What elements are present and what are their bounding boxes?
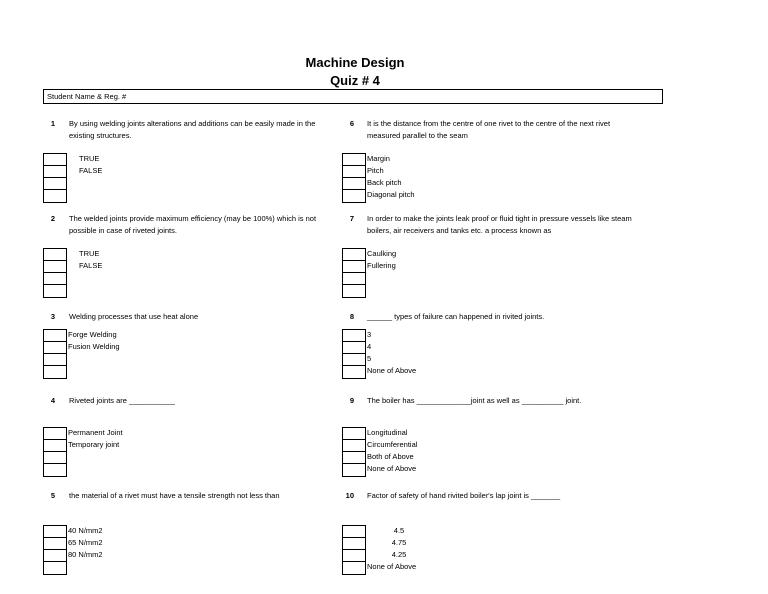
answer-checkbox[interactable] <box>44 354 66 366</box>
answer-grid <box>43 329 67 379</box>
answer-grid <box>43 153 67 203</box>
question-number: 6 <box>349 119 354 128</box>
answer-checkbox[interactable] <box>44 166 66 178</box>
option-label: Caulking <box>367 248 397 258</box>
option-label: Longitudinal <box>367 427 408 437</box>
question-text: In order to make the joints leak proof or fluid tight in pressure vessels like steam boilers, air receivers and tanks etc. a process known as <box>367 214 632 235</box>
answer-checkbox[interactable] <box>44 342 66 354</box>
student-name-field[interactable]: Student Name & Reg. # <box>43 89 663 104</box>
answer-checkbox[interactable] <box>44 562 66 574</box>
answer-checkbox[interactable] <box>343 562 365 574</box>
question-number: 4 <box>50 396 55 405</box>
question-text: By using welding joints alterations and additions can be easily made in the existing structures. <box>69 119 316 140</box>
option-label: 5 <box>367 354 372 364</box>
option-label: Pitch <box>367 165 384 175</box>
question-number: 10 <box>345 491 354 500</box>
option-label: Fullering <box>367 260 396 270</box>
question-text: Riveted joints are ___________ <box>69 396 175 405</box>
option-label: 3 <box>367 329 372 339</box>
answer-checkbox[interactable] <box>343 526 365 538</box>
option-label: Permanent Joint <box>68 427 123 437</box>
answer-checkbox[interactable] <box>343 166 365 178</box>
option-label: Diagonal pitch <box>367 190 415 200</box>
option-list <box>79 153 102 178</box>
option-label: 4.75 <box>391 537 407 547</box>
question-text: the material of a rivet must have a tensile strength not less than <box>69 491 280 500</box>
answer-grid <box>342 153 366 203</box>
option-list <box>367 329 416 378</box>
option-list <box>79 248 102 273</box>
option-label: 40 N/mm2 <box>68 525 103 535</box>
answer-grid <box>342 525 366 575</box>
answer-grid <box>342 427 366 477</box>
option-label: Back pitch <box>367 178 402 188</box>
answer-checkbox[interactable] <box>44 366 66 378</box>
answer-checkbox[interactable] <box>44 249 66 261</box>
answer-checkbox[interactable] <box>44 273 66 285</box>
answer-checkbox[interactable] <box>44 538 66 550</box>
option-list <box>367 525 431 574</box>
page-title: Machine Design <box>305 55 405 70</box>
option-label: Margin <box>367 153 390 163</box>
question-number: 5 <box>50 491 55 500</box>
answer-checkbox[interactable] <box>44 550 66 562</box>
answer-checkbox[interactable] <box>44 428 66 440</box>
question-number: 8 <box>349 312 354 321</box>
question-text: Welding processes that use heat alone <box>69 312 199 321</box>
answer-checkbox[interactable] <box>343 273 365 285</box>
question-number: 2 <box>50 214 55 223</box>
option-label: 65 N/mm2 <box>68 537 103 547</box>
answer-checkbox[interactable] <box>44 330 66 342</box>
question-number: 9 <box>349 396 354 405</box>
answer-checkbox[interactable] <box>343 342 365 354</box>
answer-checkbox[interactable] <box>343 330 365 342</box>
answer-grid <box>342 248 366 298</box>
answer-checkbox[interactable] <box>44 440 66 452</box>
question-text: Factor of safety of hand rivited boiler's lap joint is _______ <box>367 491 561 500</box>
answer-grid <box>43 248 67 298</box>
answer-checkbox[interactable] <box>343 178 365 190</box>
question-text: The welded joints provide maximum efficiency (may be 100%) which is not possible in case of riveted joints. <box>69 214 317 235</box>
answer-checkbox[interactable] <box>343 366 365 378</box>
answer-checkbox[interactable] <box>343 249 365 261</box>
answer-checkbox[interactable] <box>44 261 66 273</box>
option-label: 4.25 <box>391 550 407 560</box>
option-label: TRUE <box>79 248 100 258</box>
option-list <box>367 153 415 202</box>
option-label: TRUE <box>79 153 100 163</box>
question-number: 3 <box>50 312 55 321</box>
option-label: FALSE <box>79 165 103 175</box>
answer-checkbox[interactable] <box>44 526 66 538</box>
option-label: FALSE <box>79 260 103 270</box>
question-text: ______ types of failure can happened in rivited joints. <box>367 312 545 321</box>
answer-checkbox[interactable] <box>343 285 365 297</box>
answer-checkbox[interactable] <box>44 154 66 166</box>
answer-grid <box>43 525 67 575</box>
option-label: Fusion Welding <box>68 341 120 351</box>
option-label: 80 N/mm2 <box>68 550 103 560</box>
question-text: It is the distance from the centre of one rivet to the centre of the next rivet measured parallel to the seam <box>367 119 611 140</box>
answer-grid <box>342 329 366 379</box>
option-label: None of Above <box>367 464 417 474</box>
answer-checkbox[interactable] <box>44 285 66 297</box>
option-label: Forge Welding <box>68 329 117 339</box>
answer-checkbox[interactable] <box>44 464 66 476</box>
question-number: 1 <box>50 119 55 128</box>
option-label: Both of Above <box>367 452 414 462</box>
question-number: 7 <box>349 214 354 223</box>
answer-checkbox[interactable] <box>343 440 365 452</box>
answer-checkbox[interactable] <box>343 154 365 166</box>
answer-grid <box>43 427 67 477</box>
option-list <box>68 525 103 562</box>
answer-checkbox[interactable] <box>343 464 365 476</box>
answer-checkbox[interactable] <box>44 452 66 464</box>
answer-checkbox[interactable] <box>343 354 365 366</box>
answer-checkbox[interactable] <box>343 190 365 202</box>
answer-checkbox[interactable] <box>343 538 365 550</box>
answer-checkbox[interactable] <box>44 190 66 202</box>
answer-checkbox[interactable] <box>44 178 66 190</box>
option-list <box>68 329 120 354</box>
option-list <box>367 427 417 476</box>
answer-checkbox[interactable] <box>343 428 365 440</box>
answer-checkbox[interactable] <box>343 550 365 562</box>
quiz-number: Quiz # 4 <box>330 73 380 88</box>
option-label: None of Above <box>367 366 417 376</box>
option-label: 4 <box>367 341 372 351</box>
answer-checkbox[interactable] <box>343 452 365 464</box>
option-label: Circumferential <box>367 439 418 449</box>
question-text: The boiler has _____________joint as well as __________ joint. <box>367 396 582 405</box>
answer-checkbox[interactable] <box>343 261 365 273</box>
option-label: None of Above <box>367 562 417 572</box>
option-label: 4.5 <box>393 525 405 535</box>
option-list <box>367 248 396 273</box>
option-label: Temporary joint <box>68 439 120 449</box>
option-list <box>68 427 123 452</box>
